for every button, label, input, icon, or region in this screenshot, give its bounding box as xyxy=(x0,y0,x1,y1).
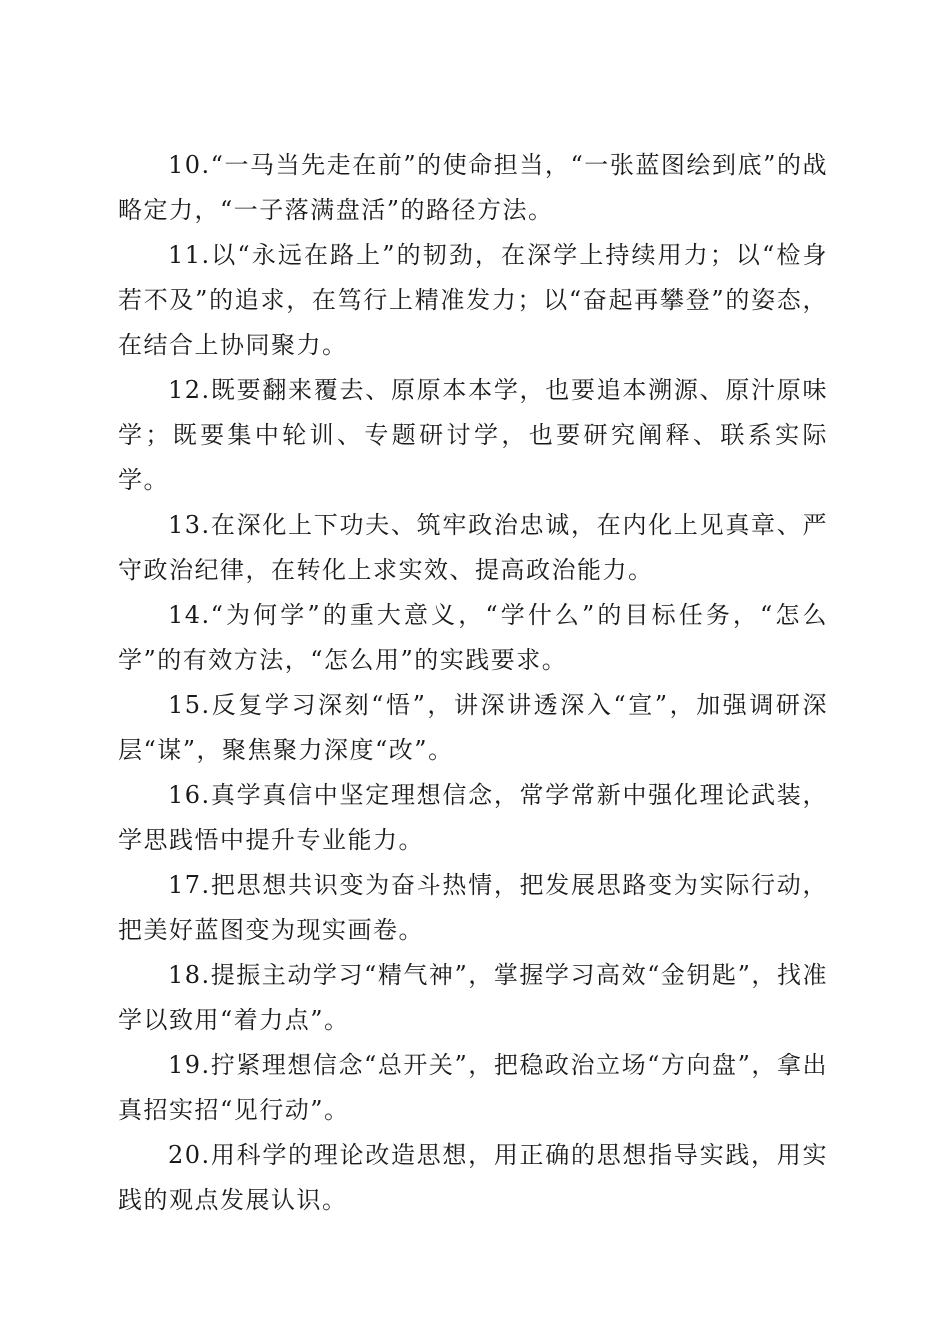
document-body xyxy=(118,143,828,1223)
list-item-18: 18.提振主动学习“精气神”，掌握学习高效“金钥匙”，找准学以致用“着力点”。 xyxy=(118,961,828,1034)
list-item-13: 13.在深化上下功夫、筑牢政治忠诚，在内化上见真章、严守政治纪律，在转化上求实效、提高政治能力。 xyxy=(118,511,828,584)
list-item-11: 11.以“永远在路上”的韧劲，在深学上持续用力；以“检身若不及”的追求，在笃行上精准发力；以“奋起再攀登”的姿态，在结合上协同聚力。 xyxy=(118,241,828,359)
list-item-12: 12.既要翻来覆去、原原本本学，也要追本溯源、原汁原味学；既要集中轮训、专题研讨学，也要研究阐释、联系实际学。 xyxy=(118,376,828,494)
list-item-17: 17.把思想共识变为奋斗热情，把发展思路变为实际行动，把美好蓝图变为现实画卷。 xyxy=(118,871,828,944)
list-item-16: 16.真学真信中坚定理想信念，常学常新中强化理论武装，学思践悟中提升专业能力。 xyxy=(118,781,828,854)
list-item-10: 10.“一马当先走在前”的使命担当，“一张蓝图绘到底”的战略定力，“一子落满盘活”的路径方法。 xyxy=(118,151,828,224)
list-item-19: 19.拧紧理想信念“总开关”，把稳政治立场“方向盘”，拿出真招实招“见行动”。 xyxy=(118,1051,828,1124)
list-item-14: 14.“为何学”的重大意义，“学什么”的目标任务，“怎么学”的有效方法，“怎么用”的实践要求。 xyxy=(118,601,828,674)
list-item-20: 20.用科学的理论改造思想，用正确的思想指导实践，用实践的观点发展认识。 xyxy=(118,1141,828,1214)
list-item-15: 15.反复学习深刻“悟”，讲深讲透深入“宣”，加强调研深层“谋”，聚焦聚力深度“改”。 xyxy=(118,691,828,764)
